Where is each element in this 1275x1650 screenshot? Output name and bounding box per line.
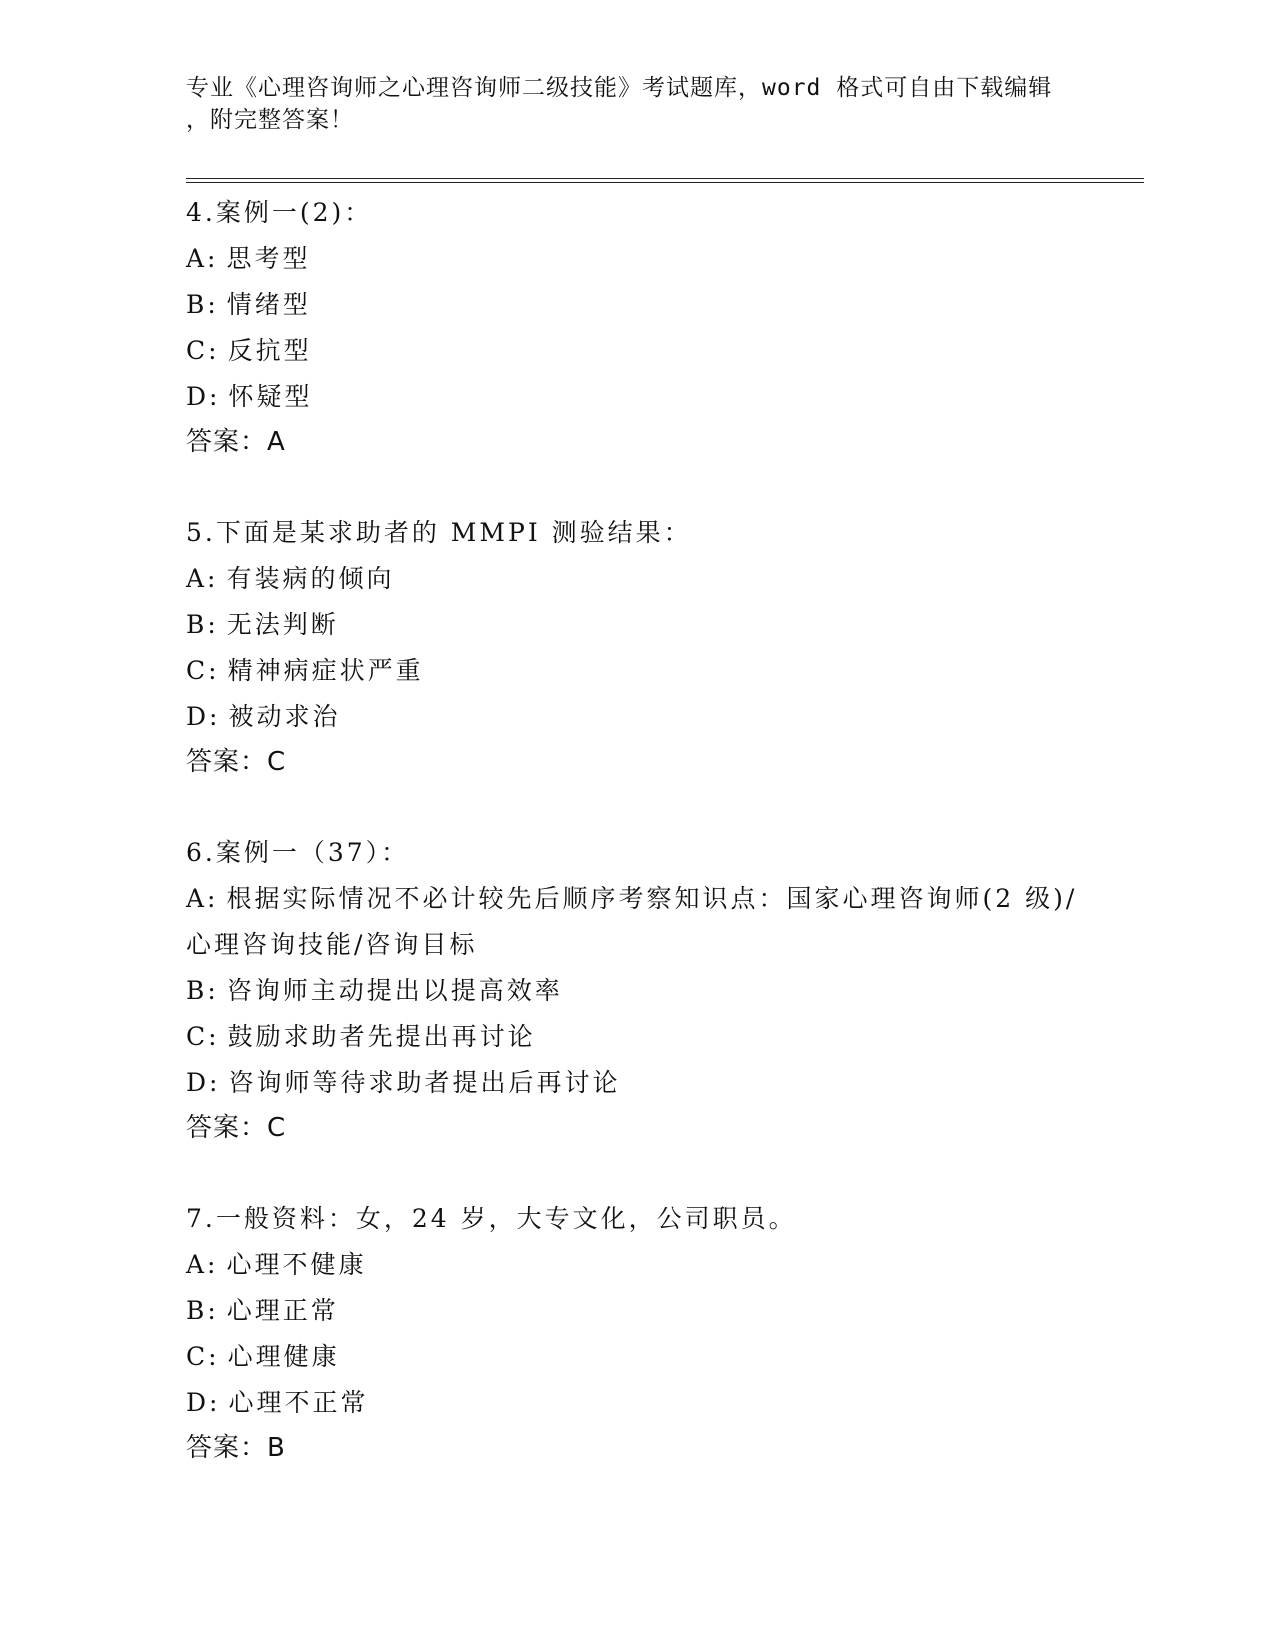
option-a (186, 236, 1086, 282)
answer-line: 答案：A (186, 427, 286, 457)
option-text: 被动求治 (228, 702, 341, 731)
question-title: 6.案例一（37）： (186, 838, 410, 867)
option-c (186, 1334, 1086, 1380)
option-letter: D: (186, 1388, 221, 1417)
option-letter: C: (186, 1342, 220, 1371)
option-letter: B: (186, 1296, 219, 1325)
option-text: 心理健康 (227, 1342, 340, 1371)
option-letter: C: (186, 1022, 220, 1051)
option-letter: B: (186, 290, 219, 319)
option-text: 咨询师主动提出以提高效率 (226, 976, 563, 1005)
option-letter: C: (186, 336, 220, 365)
option-letter: D: (186, 382, 221, 411)
option-text: 有装病的倾向 (226, 564, 395, 593)
option-d (186, 374, 1086, 420)
option-d (186, 694, 1086, 740)
option-letter: A: (186, 564, 219, 593)
option-c (186, 328, 1086, 374)
option-b (186, 602, 1086, 648)
option-letter: B: (186, 610, 219, 639)
option-text: 心理不健康 (226, 1250, 367, 1279)
option-text: 咨询师等待求助者提出后再讨论 (228, 1068, 621, 1097)
question-list (186, 190, 1086, 1516)
question-item (186, 830, 1086, 1150)
option-text: 情绪型 (226, 290, 311, 319)
option-letter: C: (186, 656, 220, 685)
option-a (186, 876, 1086, 968)
document-header: 专业《心理咨询师之心理咨询师二级技能》考试题库，word 格式可自由下载编辑 ，附完整答案！ (186, 75, 1053, 133)
option-letter: A: (186, 884, 219, 913)
option-text: 思考型 (226, 244, 311, 273)
option-text: 心理不正常 (228, 1388, 369, 1417)
option-letter: A: (186, 244, 219, 273)
option-text: 根据实际情况不必计较先后顺序考察知识点：国家心理咨询师(2 级)/心理咨询技能/咨询目标 (186, 884, 1078, 959)
option-text: 精神病症状严重 (227, 656, 424, 685)
question-title: 4.案例一(2)： (186, 198, 373, 227)
option-letter: D: (186, 1068, 221, 1097)
option-text: 反抗型 (227, 336, 312, 365)
question-title: 7.一般资料：女，24 岁，大专文化，公司职员。 (186, 1204, 797, 1233)
option-letter: D: (186, 702, 221, 731)
answer-line: 答案：B (186, 1433, 286, 1463)
answer-line: 答案：C (186, 747, 287, 777)
option-text: 心理正常 (226, 1296, 339, 1325)
option-d (186, 1060, 1086, 1106)
option-a (186, 1242, 1086, 1288)
option-c (186, 1014, 1086, 1060)
option-letter: A: (186, 1250, 219, 1279)
option-letter: B: (186, 976, 219, 1005)
question-item (186, 510, 1086, 784)
option-b (186, 1288, 1086, 1334)
option-c (186, 648, 1086, 694)
option-text: 鼓励求助者先提出再讨论 (227, 1022, 536, 1051)
answer-line: 答案：C (186, 1113, 287, 1143)
option-b (186, 282, 1086, 328)
question-item (186, 190, 1086, 464)
option-b (186, 968, 1086, 1014)
option-text: 无法判断 (226, 610, 339, 639)
option-text: 怀疑型 (228, 382, 313, 411)
option-a (186, 556, 1086, 602)
option-d (186, 1380, 1086, 1426)
header-double-rule (186, 178, 1144, 183)
question-title: 5.下面是某求助者的 MMPI 测验结果： (186, 518, 692, 547)
question-item (186, 1196, 1086, 1470)
